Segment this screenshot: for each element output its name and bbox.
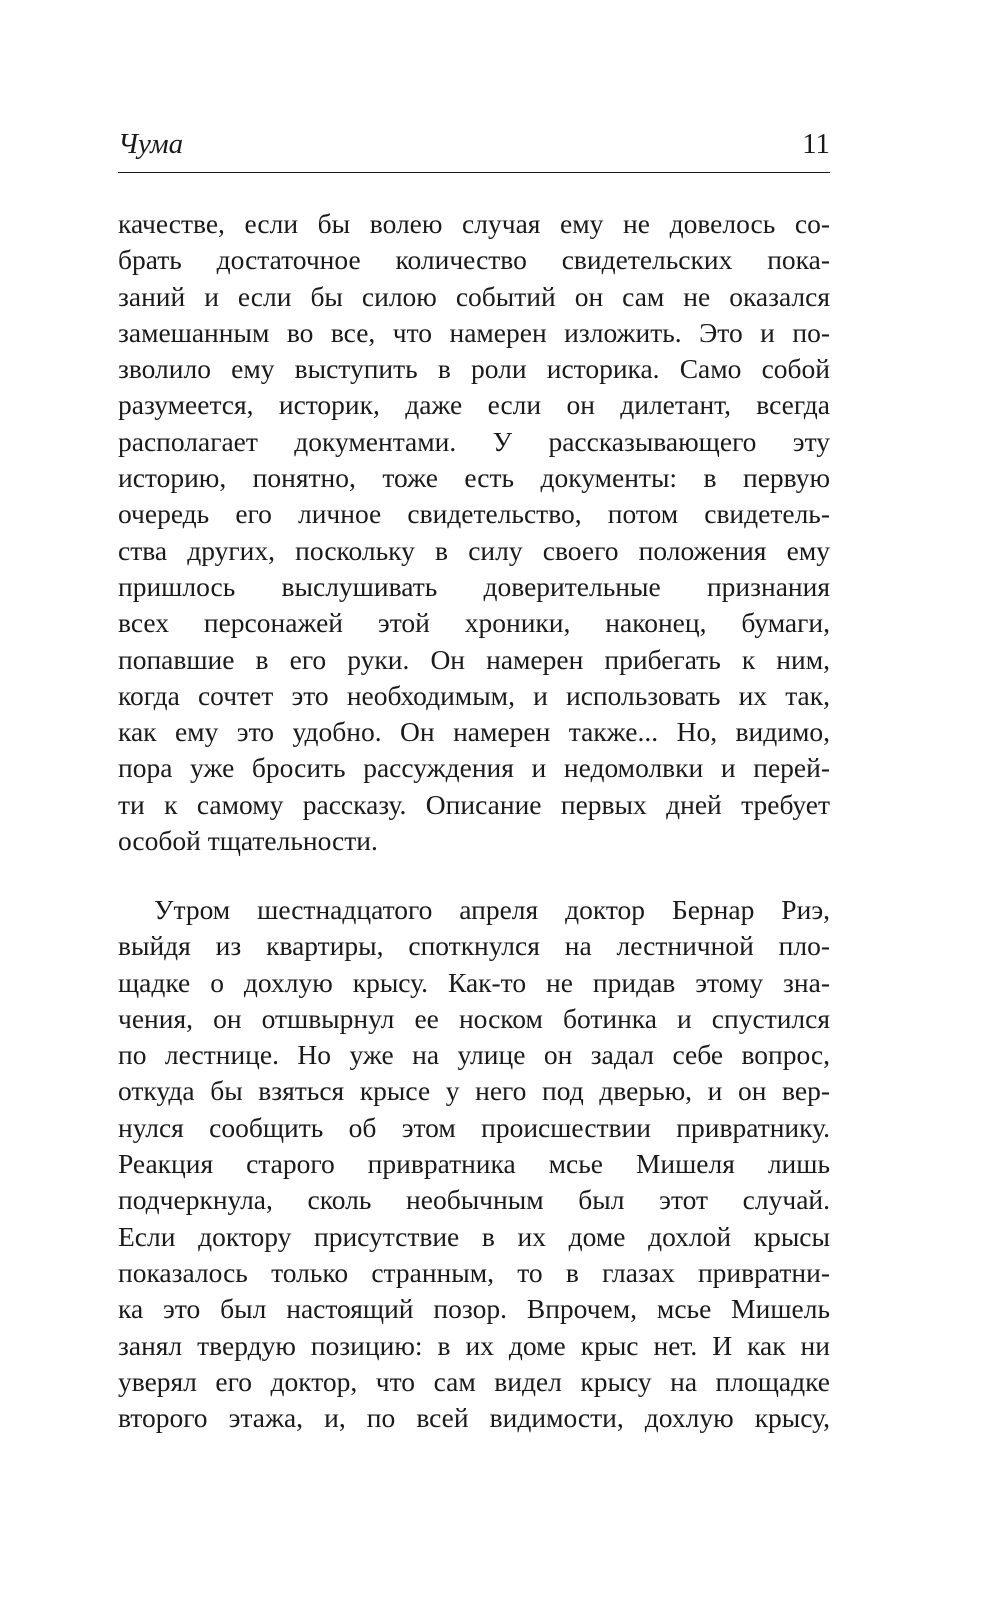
running-title: Чума [118,128,184,160]
header-rule [118,172,830,173]
text-line: откуда бы взяться крысе у него под дверью, и он вер- [118,1075,830,1107]
text-line: когда сочтет это необходимым, и использовать их так, [118,679,830,711]
text-line: разумеется, историк, даже если он дилетант, всегда [118,389,830,421]
text-line: очередь его личное свидетельство, потом свидетель- [118,498,830,530]
text-line: выйдя из квартиры, споткнулся на лестничной пло- [118,930,830,962]
text-line: занял твердую позицию: в их доме крыс нет. И как ни [118,1329,830,1361]
text-line: Утром шестнадцатого апреля доктор Бернар Риэ, [154,894,830,925]
text-line: ка это был настоящий позор. Впрочем, мсье Мишель [118,1293,830,1325]
text-line: чения, он отшвырнул ее носком ботинка и спустился [118,1002,830,1034]
text-line: зволило ему выступить в роли историка. Само собой [118,353,830,385]
text-line: брать достаточное количество свидетельских пока- [118,244,830,276]
text-line: заний и если бы силою событий он сам не оказался [118,280,830,312]
text-line: историю, понятно, тоже есть документы: в первую [118,462,830,494]
text-line: как ему это удобно. Он намерен также... Но, видимо, [118,716,830,748]
text-line: нулся сообщить об этом происшествии привратнику. [118,1111,830,1143]
text-line: ти к самому рассказу. Описание первых дней требует [118,788,830,820]
text-line: качестве, если бы волею случая ему не довелось со- [118,208,830,239]
paragraph-1 [118,206,830,859]
paragraph-2 [118,892,830,1436]
text-line: Реакция старого привратника мсье Мишеля лишь [118,1148,830,1180]
running-head [118,124,830,172]
text-line: пора уже бросить рассуждения и недомолвки и перей- [118,752,830,784]
text-line: по лестнице. Но уже на улице он задал себе вопрос, [118,1039,830,1071]
text-line: особой тщательности. [118,825,378,857]
text-line: показалось только странным, то в глазах привратни- [118,1256,830,1288]
text-line: располагает документами. У рассказывающего эту [118,425,830,457]
text-line: уверял его доктор, что сам видел крысу на площадке [118,1365,830,1397]
text-line: подчеркнула, сколь необычным был этот случай. [118,1184,830,1216]
text-line: замешанным во все, что намерен изложить. Это и по- [118,316,830,348]
text-line: второго этажа, и, по всей видимости, дохлую крысу, [118,1402,830,1434]
text-line: ства других, поскольку в силу своего положения ему [118,534,830,566]
text-line: попавшие в его руки. Он намерен прибегать к ним, [118,643,830,675]
text-line: щадке о дохлую крысу. Как-то не придав этому зна- [118,966,830,998]
text-line: всех персонажей этой хроники, наконец, бумаги, [118,607,830,639]
text-line: Если доктору присутствие в их доме дохлой крысы [118,1220,830,1252]
page-number: 11 [802,128,830,160]
text-line: пришлось выслушивать доверительные признания [118,570,830,602]
